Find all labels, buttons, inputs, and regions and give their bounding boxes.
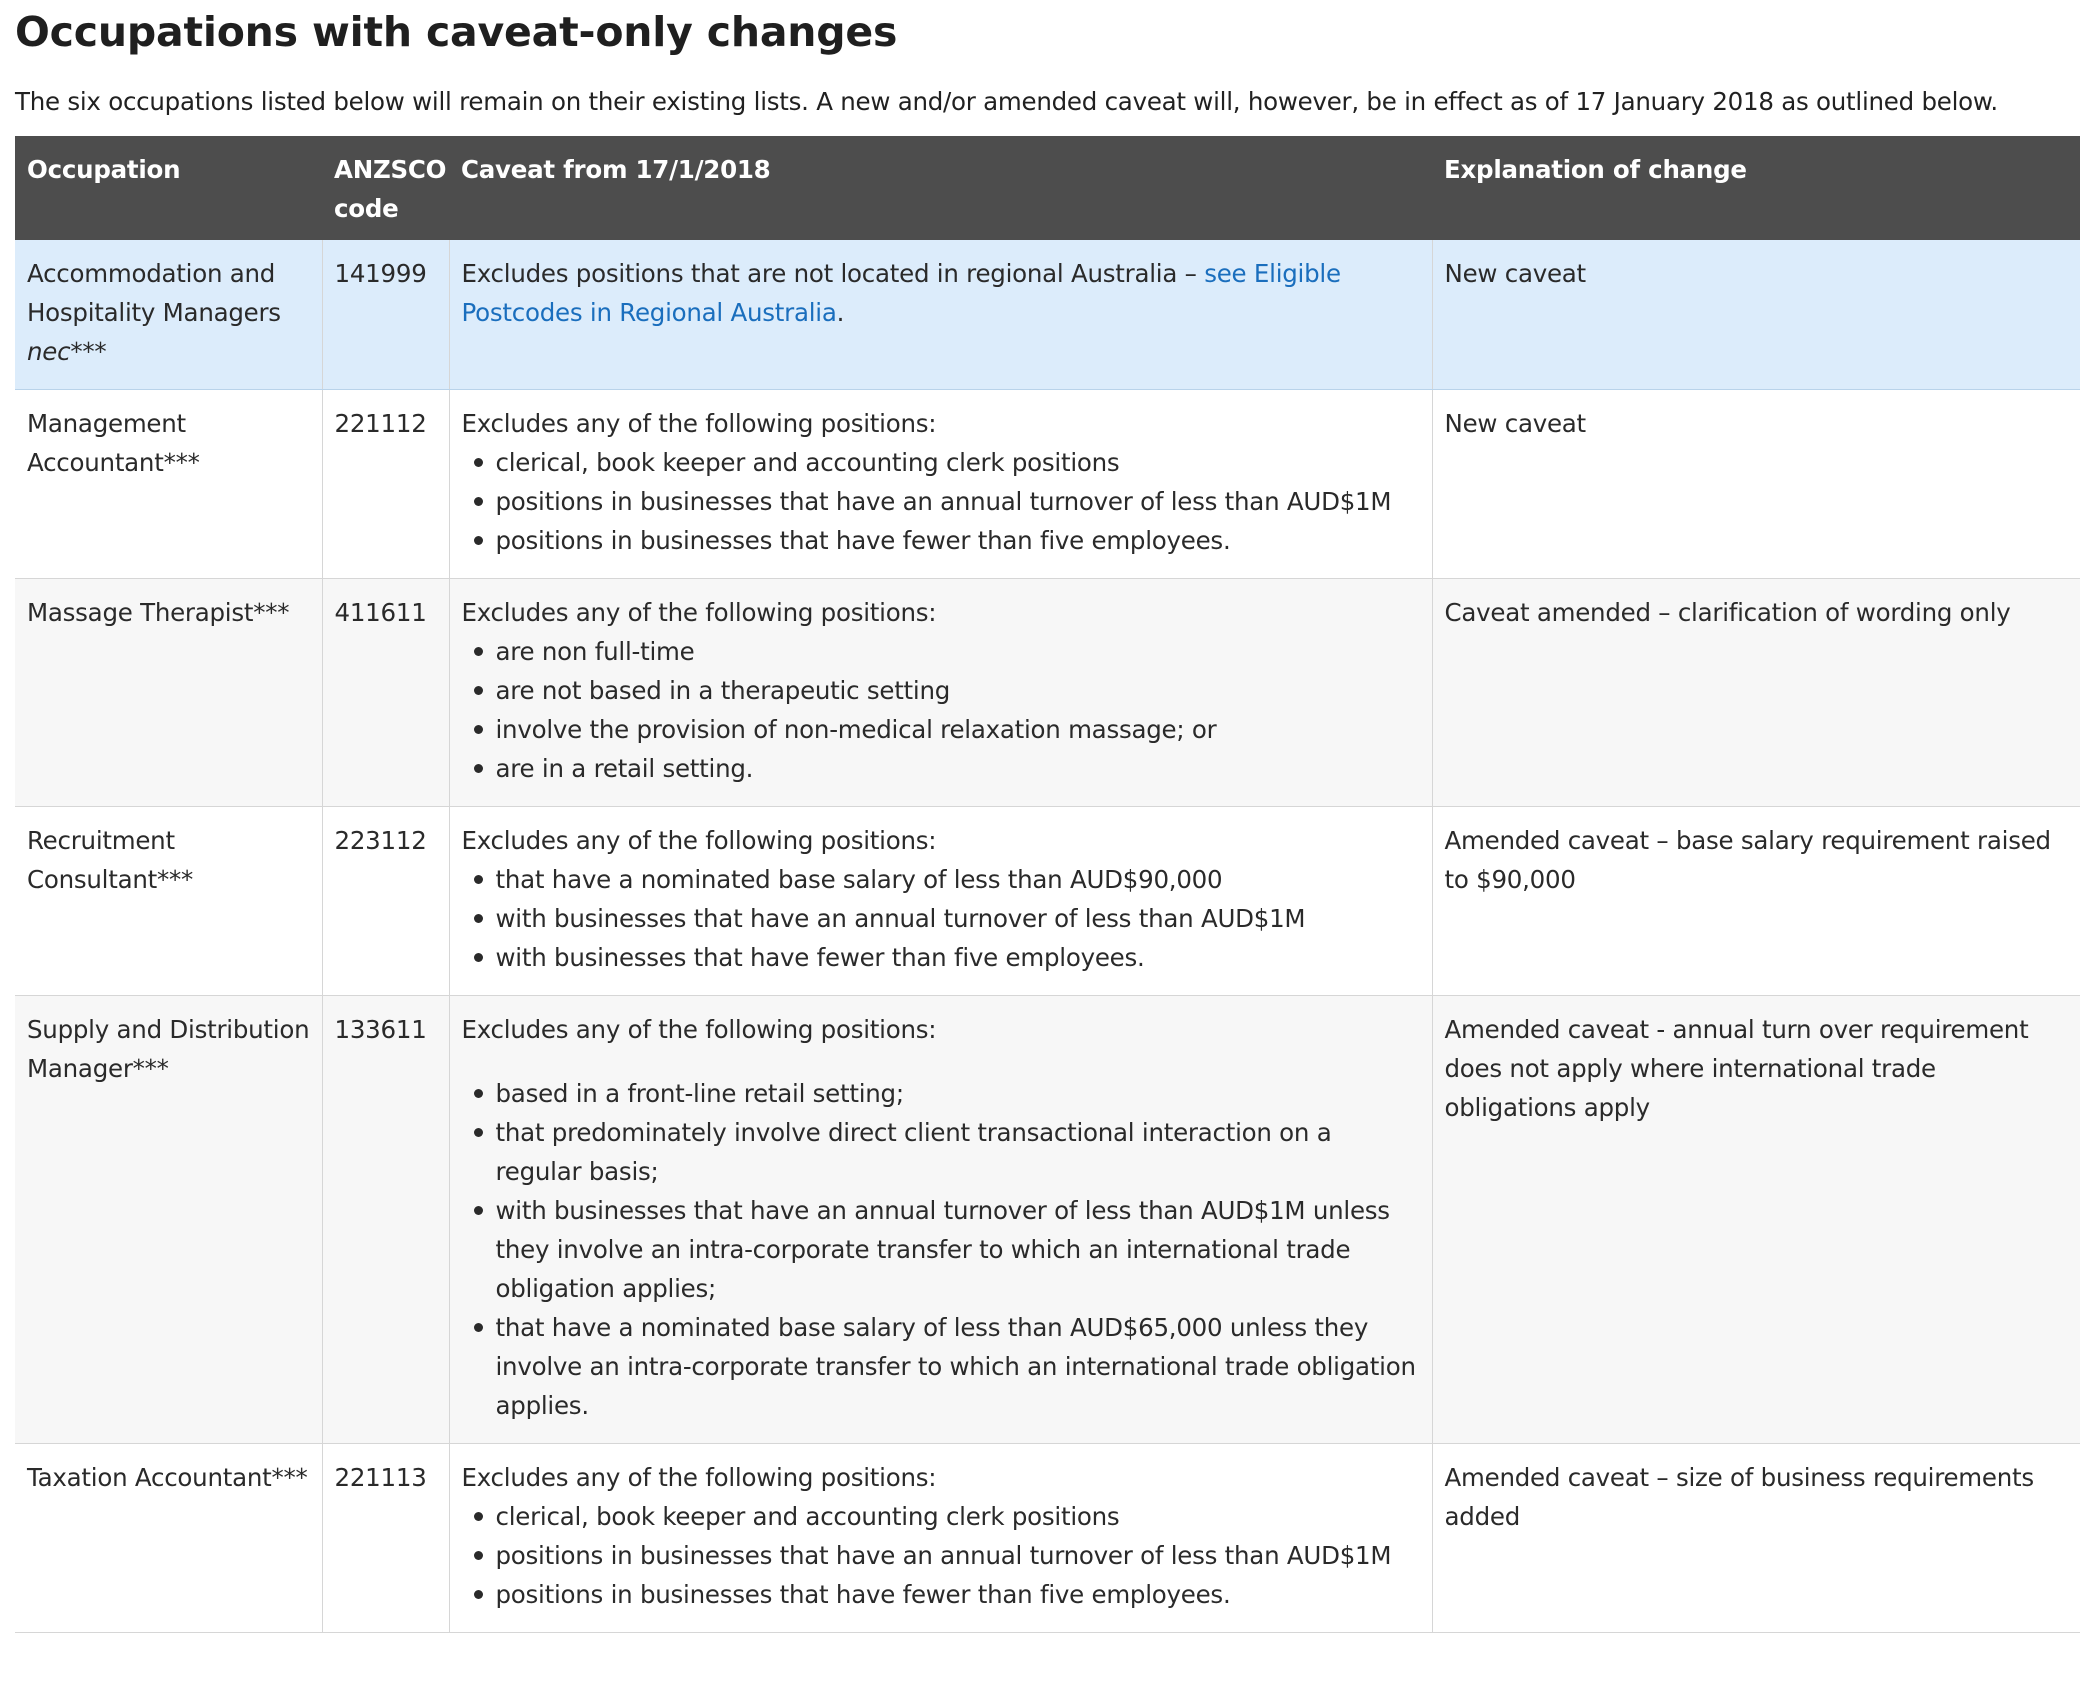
list-item: clerical, book keeper and accounting clerk positions [496, 1497, 1420, 1536]
explanation-cell: Amended caveat – base salary requirement raised to $90,000 [1432, 807, 2080, 996]
list-item: with businesses that have an annual turnover of less than AUD$1M [496, 899, 1420, 938]
header-occupation: Occupation [15, 136, 322, 240]
explanation-cell: Caveat amended – clarification of wording only [1432, 579, 2080, 807]
header-anzsco-code [322, 136, 449, 240]
list-item: positions in businesses that have an annual turnover of less than AUD$1M [496, 482, 1420, 521]
caveat-cell [449, 996, 1432, 1444]
caveat-cell [449, 1444, 1432, 1633]
explanation-cell: Amended caveat – size of business requirements added [1432, 1444, 2080, 1633]
table-header-row [15, 136, 2080, 240]
list-item: based in a front-line retail setting; [496, 1074, 1420, 1113]
occupation-cell: Taxation Accountant*** [15, 1444, 322, 1633]
list-item: that have a nominated base salary of less than AUD$90,000 [496, 860, 1420, 899]
anzsco-code-cell: 221112 [322, 390, 449, 579]
occupation-cell [15, 240, 322, 390]
anzsco-code-cell: 133611 [322, 996, 449, 1444]
list-item: involve the provision of non-medical relaxation massage; or [496, 710, 1420, 749]
caveat-cell [449, 579, 1432, 807]
list-item: positions in businesses that have fewer than five employees. [496, 521, 1420, 560]
header-explanation: Explanation of change [1432, 136, 2080, 240]
page-title: Occupations with caveat-only changes [15, 8, 898, 56]
caveat-intro: Excludes any of the following positions: [461, 826, 937, 855]
anzsco-code-cell: 221113 [322, 1444, 449, 1633]
explanation-cell: New caveat [1432, 390, 2080, 579]
caveat-cell [449, 807, 1432, 996]
occupation-cell: Supply and Distribution Manager*** [15, 996, 322, 1444]
caveat-intro: Excludes any of the following positions: [461, 1015, 937, 1044]
anzsco-code-cell: 411611 [322, 579, 449, 807]
caveat-intro: Excludes any of the following positions: [461, 1463, 937, 1492]
caveat-intro: Excludes any of the following positions: [461, 598, 937, 627]
list-item: clerical, book keeper and accounting clerk positions [496, 443, 1420, 482]
table-row [15, 807, 2080, 996]
list-item: that predominately involve direct client transactional interaction on a regular basis; [496, 1113, 1420, 1191]
caveat-list [462, 443, 1420, 560]
explanation-cell: New caveat [1432, 240, 2080, 390]
table-row [15, 240, 2080, 390]
caveat-intro: Excludes any of the following positions: [461, 409, 937, 438]
caveat-cell [449, 390, 1432, 579]
header-anzsco-line2: code [334, 194, 399, 223]
table-row [15, 1444, 2080, 1633]
list-item: with businesses that have an annual turnover of less than AUD$1M unless they involve an intra-corporate transfer to which an international trade obligation applies; [496, 1191, 1420, 1308]
anzsco-code-cell: 223112 [322, 807, 449, 996]
caveat-list [462, 860, 1420, 977]
list-item: are not based in a therapeutic setting [496, 671, 1420, 710]
list-item: are in a retail setting. [496, 749, 1420, 788]
caveat-list [462, 1074, 1420, 1425]
list-item: are non full-time [496, 632, 1420, 671]
occupation-suffix: *** [70, 337, 107, 366]
caveat-list [462, 632, 1420, 788]
occupation-cell: Recruitment Consultant*** [15, 807, 322, 996]
explanation-cell: Amended caveat - annual turn over requirement does not apply where international trade obligations apply [1432, 996, 2080, 1444]
list-item: positions in businesses that have fewer than five employees. [496, 1575, 1420, 1614]
occupation-cell: Massage Therapist*** [15, 579, 322, 807]
caveat-table [15, 136, 2080, 1633]
caveat-cell [449, 240, 1432, 390]
list-item: with businesses that have fewer than five employees. [496, 938, 1420, 977]
list-item: that have a nominated base salary of less than AUD$65,000 unless they involve an intra-corporate transfer to which an international trade obligation applies. [496, 1308, 1420, 1425]
caveat-list [462, 1497, 1420, 1614]
table-row [15, 579, 2080, 807]
table-row [15, 996, 2080, 1444]
header-caveat: Caveat from 17/1/2018 [449, 136, 1432, 240]
caveat-intro: Excludes positions that are not located in regional Australia – [461, 259, 1205, 288]
anzsco-code-cell: 141999 [322, 240, 449, 390]
occupation-nec: nec [27, 337, 71, 366]
occupation-name: Accommodation and Hospitality Managers [27, 259, 281, 327]
caveat-end: . [836, 298, 845, 327]
list-item: positions in businesses that have an annual turnover of less than AUD$1M [496, 1536, 1420, 1575]
header-anzsco-line1: ANZSCO [334, 155, 447, 184]
occupation-cell: Management Accountant*** [15, 390, 322, 579]
eligible-postcodes-link[interactable]: see Eligible Postcodes in Regional Australia [461, 259, 1341, 327]
table-row [15, 390, 2080, 579]
intro-paragraph: The six occupations listed below will remain on their existing lists. A new and/or amended caveat will, however, be in effect as of 17 January 2018 as outlined below. [15, 87, 1998, 116]
